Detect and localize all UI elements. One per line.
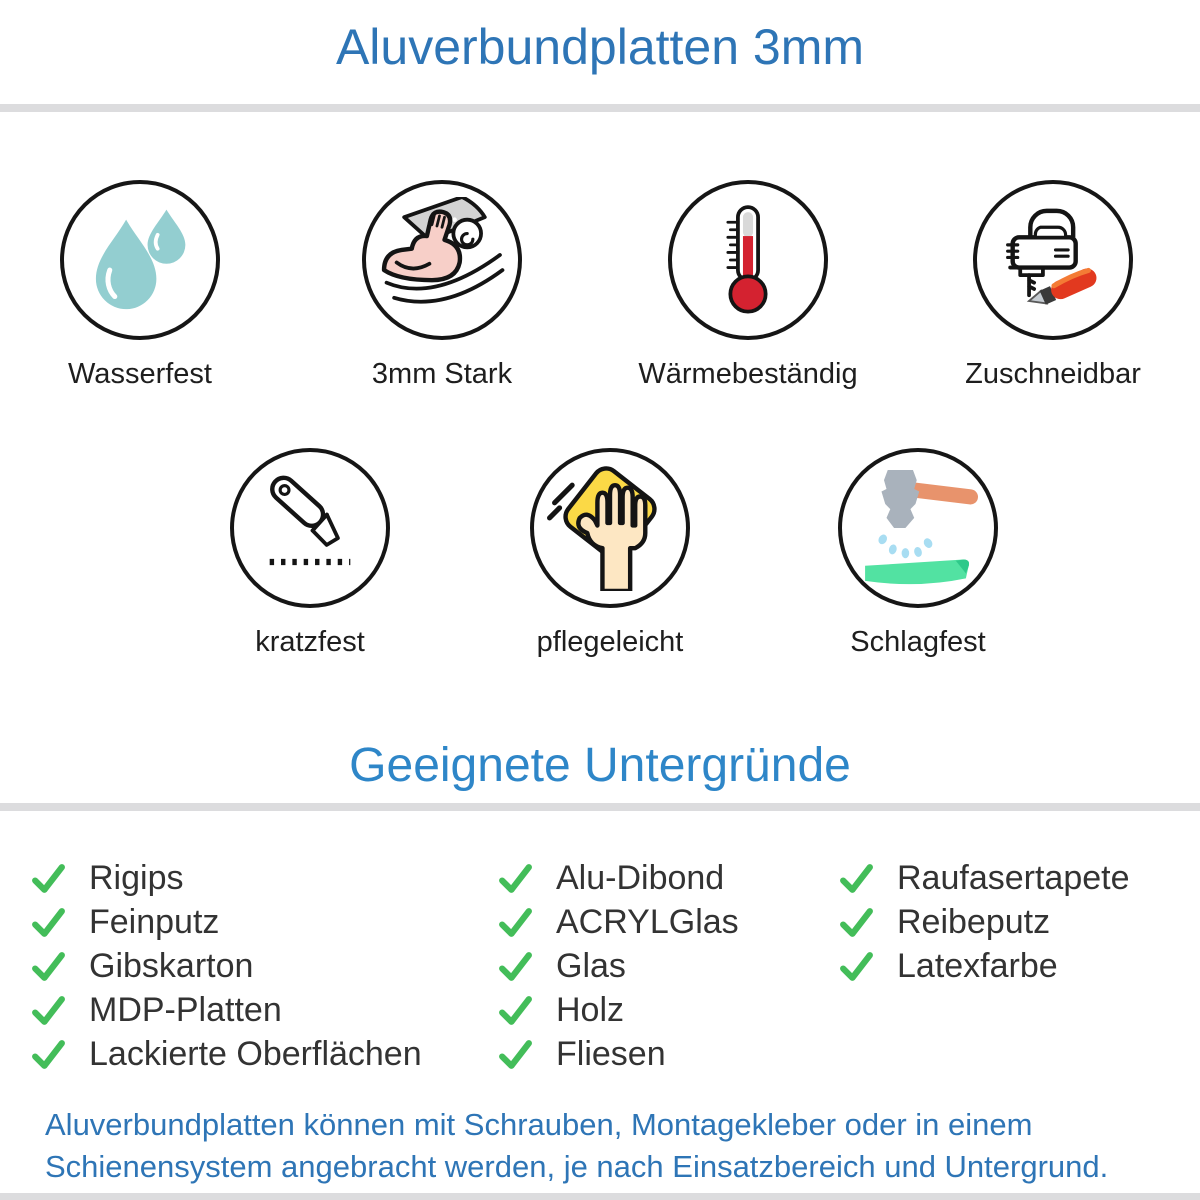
list-item <box>838 856 1130 900</box>
list-item-label: ACRYLGlas <box>556 902 739 941</box>
feature-label: Wasserfest <box>68 358 212 390</box>
list-item-label: Latexfarbe <box>897 946 1058 985</box>
list-item-label: Fliesen <box>556 1034 666 1073</box>
mounting-note-line2: Schienensystem angebracht werden, je nach Einsatzbereich und Untergrund. <box>45 1149 1109 1184</box>
list-item <box>30 1032 422 1076</box>
list-item-label: Alu-Dibond <box>556 858 725 897</box>
check-icon <box>497 948 534 985</box>
feature-label: kratzfest <box>255 626 365 658</box>
list-item-label: Gibskarton <box>89 946 254 985</box>
feature-kratzfest <box>200 448 420 659</box>
check-icon <box>838 860 875 897</box>
divider <box>0 803 1200 811</box>
feature-waermebestaendig <box>638 180 858 391</box>
list-item-label: MDP-Platten <box>89 990 282 1029</box>
check-icon <box>30 1036 67 1073</box>
check-icon <box>30 992 67 1029</box>
list-item <box>838 944 1130 988</box>
list-item <box>30 988 422 1032</box>
feature-zuschneidbar <box>943 180 1163 391</box>
mounting-note-line1: Aluverbundplatten können mit Schrauben, Montagekleber oder in einem <box>45 1107 1033 1142</box>
check-icon <box>30 860 67 897</box>
cleaning-hand-icon <box>530 448 690 608</box>
page-title: Aluverbundplatten 3mm <box>335 19 865 75</box>
list-item-label: Rigips <box>89 858 184 897</box>
mounting-note <box>45 1104 1108 1188</box>
divider <box>0 104 1200 112</box>
list-item <box>838 900 1130 944</box>
feature-schlagfest <box>808 448 1028 659</box>
check-icon <box>838 948 875 985</box>
check-icon <box>497 904 534 941</box>
jigsaw-icon <box>973 180 1133 340</box>
feature-label: Zuschneidbar <box>965 358 1141 390</box>
list-item <box>30 856 422 900</box>
thermometer-icon <box>668 180 828 340</box>
section-title: Geeignete Untergründe <box>349 739 851 792</box>
check-icon <box>497 992 534 1029</box>
divider <box>0 1193 1200 1200</box>
hammer-icon <box>838 448 998 608</box>
check-icon <box>497 860 534 897</box>
list-item-label: Reibeputz <box>897 902 1051 941</box>
substrate-column-1 <box>30 856 422 1076</box>
list-item-label: Holz <box>556 990 625 1029</box>
list-item <box>30 900 422 944</box>
utility-knife-icon <box>230 448 390 608</box>
substrate-column-3 <box>838 856 1130 988</box>
water-drops-icon <box>60 180 220 340</box>
substrate-column-2 <box>497 856 739 1076</box>
muscle-arm-icon <box>362 180 522 340</box>
feature-label: pflegeleicht <box>536 626 684 658</box>
list-item <box>497 856 739 900</box>
list-item <box>497 944 739 988</box>
list-item <box>497 900 739 944</box>
feature-label: Schlagfest <box>850 626 986 658</box>
list-item-label: Lackierte Oberflächen <box>89 1034 422 1073</box>
check-icon <box>838 904 875 941</box>
check-icon <box>497 1036 534 1073</box>
check-icon <box>30 904 67 941</box>
feature-3mm-stark <box>332 180 552 391</box>
feature-label: Wärmebeständig <box>638 358 858 390</box>
feature-wasserfest <box>30 180 250 391</box>
list-item-label: Feinputz <box>89 902 220 941</box>
check-icon <box>30 948 67 985</box>
list-item-label: Raufasertapete <box>897 858 1130 897</box>
list-item <box>497 1032 739 1076</box>
list-item <box>497 988 739 1032</box>
feature-label: 3mm Stark <box>371 358 513 390</box>
feature-pflegeleicht <box>500 448 720 659</box>
list-item <box>30 944 422 988</box>
list-item-label: Glas <box>556 946 626 985</box>
